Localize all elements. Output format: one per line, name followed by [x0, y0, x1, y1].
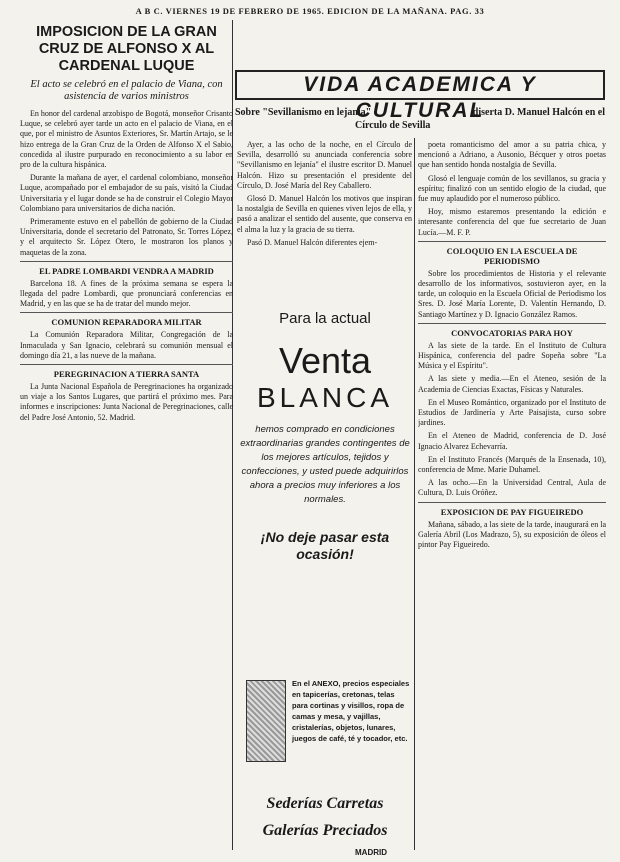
- section-rule: [418, 502, 606, 503]
- section-heading: EL PADRE LOMBARDI VENDRA A MADRID: [39, 265, 214, 276]
- article-paragraph: En honor del cardenal arzobispo de Bogotá, monseñor Crisanto Luque, se celebró ayer tarde un acto en el palacio de Viana, en el que, por el ministro de Asuntos Exteriores, Sr. Martín Artajo, se le hizo entrega de la Gran Cruz de la Orden de Alfonso X el Sabio, concedida al ilustre purpurado en reconocimiento a su labor en pro de la cultura hispánica.: [20, 109, 233, 170]
- section-heading: COMUNION REPARADORA MILITAR: [51, 317, 202, 328]
- section-banner: VIDA ACADEMICA Y CULTURAL: [235, 70, 605, 100]
- ad-brand: Sederías Carretas: [266, 795, 384, 812]
- main-headline: IMPOSICION DE LA GRAN CRUZ DE ALFONSO X AL CARDENAL LUQUE: [36, 24, 217, 74]
- ad-annex-text: En el ANEXO, precios especiales en tapicerías, cretonas, telas para cortinas y visillos, ropa de camas y mesa, y vajillas, cristalerías, objetos, lunares, juegos de café, té y tocador, etc.: [292, 679, 410, 743]
- article-paragraph: A las siete de la tarde. En el Instituto de Cultura Hispánica, conferencia del padre Sopeña sobre "La Música y el Espíritu".: [418, 340, 606, 371]
- article-paragraph: Glosó D. Manuel Halcón los motivos que inspiran la nostalgia de Sevilla en quienes viven lejos de ella, y pasó a analizar el sentido del ausente, que conserva en el alma la luz y la gracia de su tierra.: [237, 194, 412, 234]
- article-paragraph: La Comunión Reparadora Militar, Congregación de la Inmaculada y San Ignacio, celebrará su comunión mensual el domingo día 21, a las nueve de la mañana.: [20, 330, 233, 360]
- ad-illustration: [246, 680, 286, 762]
- ad-city: MADRID: [355, 848, 387, 857]
- article-title-right: diserta D. Manuel Halcón en el: [472, 107, 605, 118]
- article-title-left: Sobre "Sevillanismo en lejanía": [235, 107, 372, 118]
- section-rule: [418, 323, 606, 324]
- ad-brand: Galerías Preciados: [262, 822, 388, 839]
- article-paragraph: A las siete y media.—En el Ateneo, sesión de la Academia de Ciencias Exactas, Físicas y Naturales.: [418, 374, 606, 394]
- article-paragraph: En el Instituto Francés (Marqués de la Ensenada, 10), conferencia de Mme. Marie Duhamel.: [418, 454, 606, 475]
- article-paragraph: Primeramente estuvo en el pabellón de gobierno de la Ciudad Universitaria, donde el secretario del Patronato, Sr. Torres López, y el arquitecto Sr. López Otero, le mostraron los planos y maquetas de la zona.: [20, 217, 233, 257]
- article-paragraph: Barcelona 18. A fines de la próxima semana se espera la llegada del padre Lombardi, que pronunciará conferencias en Madrid, y en las que se ha de tratar del mundo mejor.: [20, 278, 233, 309]
- section-heading: EXPOSICION DE PAY FIGUEIREDO: [440, 506, 584, 517]
- article-paragraph: La Junta Nacional Española de Peregrinaciones ha organizado un viaje a los Santos Lugares, que partirá el próximo mes. Para informes e inscripciones: Junta Nacional de Peregrinaciones, calle del Padre José Antonio, 52. Madrid.: [20, 382, 233, 422]
- article-title-center: Círculo de Sevilla: [355, 120, 431, 131]
- article-paragraph: Ayer, a las ocho de la noche, en el Círculo de Sevilla, desarrolló su anunciada conferencia sobre "Sevillanismo en lejanía" el ilustre escritor D. Manuel Halcón. Hizo su presentación el presidente del Círculo, D. José María del Rey Caballero.: [237, 140, 412, 190]
- article-paragraph: Pasó D. Manuel Halcón diferentes ejem-: [247, 237, 378, 247]
- section-rule: [20, 312, 233, 313]
- middle-column: [237, 140, 412, 290]
- article-paragraph: Glosó el lenguaje común de los sevillanos, su gracia y espíritu; finalizó con un sentido elogio de la ciudad, que fue muy aplaudido por el numeroso público.: [418, 173, 606, 204]
- section-rule: [20, 261, 233, 262]
- article-paragraph: En el Museo Romántico, organizado por el Instituto de Estudios de Jardinería y Arte Paisajista, curso sobre jardines.: [418, 397, 606, 428]
- ad-body: hemos comprado en condiciones extraordinarias grandes contingentes de los mejores artículos, tejidos y confecciones, y usted puede adquirirlos ahora a precios muy inferiores a los normales.: [240, 424, 410, 505]
- ad-line: Venta: [278, 340, 372, 381]
- column-divider: [414, 138, 415, 850]
- article-paragraph: Mañana, sábado, a las siete de la tarde, inaugurará en la Galería Abril (Los Madrazo, 5), su exposición de óleos el pintor Pay Figueiredo.: [418, 519, 606, 550]
- article-paragraph: Hoy, mismo estaremos presentando la edición e interesante conferencia del que fue secretario de Juan Lucía.—M. F. P.: [418, 207, 606, 237]
- page-header: A B C. VIERNES 19 DE FEBRERO DE 1965. EDICION DE LA MAÑANA. PAG. 33: [135, 6, 485, 16]
- article-paragraph: En el Ateneo de Madrid, conferencia de D. José Ignacio Alvarez Echevarría.: [418, 431, 606, 451]
- article-paragraph: poeta romanticismo del amor a su patria chica, y mencionó a Adriano, a Ausonio, Bécquer y otros poetas que han sentido honda nostalgia de Sevilla.: [418, 140, 606, 170]
- ad-slogan: ¡No deje pasar esta ocasión!: [260, 529, 390, 562]
- section-rule: [418, 241, 606, 242]
- article-paragraph: A las ocho.—En la Universidad Central, Aula de Cultura, D. Luis Oróñez.: [418, 478, 606, 498]
- right-column: [418, 140, 606, 852]
- ad-line: BLANCA: [256, 382, 394, 413]
- article-paragraph: Sobre los procedimientos de Historia y el relevante desarrollo de los informativos, sostuvieron ayer, en la tarde, un coloquio en la Escuela Oficial de Periodismo los Sres. D. José María Lorente, D. Valentín Hernando, D. Santiago Martínez y D. Ignacio González Ramos.: [418, 268, 606, 319]
- section-heading: CONVOCATORIAS PARA HOY: [451, 327, 573, 338]
- ad-line: Para la actual: [279, 310, 371, 327]
- advertisement: [240, 300, 410, 857]
- section-heading: PEREGRINACION A TIERRA SANTA: [53, 369, 200, 380]
- article-title: [235, 107, 605, 131]
- section-heading: COLOQUIO EN LA ESCUELA DE PERIODISMO: [446, 245, 578, 266]
- section-rule: [20, 364, 233, 365]
- left-column: [20, 20, 233, 850]
- article-paragraph: Durante la mañana de ayer, el cardenal colombiano, monseñor Luque, acompañado por el embajador de su país, visitó la Ciudad Universitaria y el lugar donde se ha de construir el Colegio Mayor Colombiano para universitarios de dicha nación.: [20, 173, 233, 213]
- main-subhead: El acto se celebró en el palacio de Viana, con asistencia de varios ministros: [30, 79, 223, 102]
